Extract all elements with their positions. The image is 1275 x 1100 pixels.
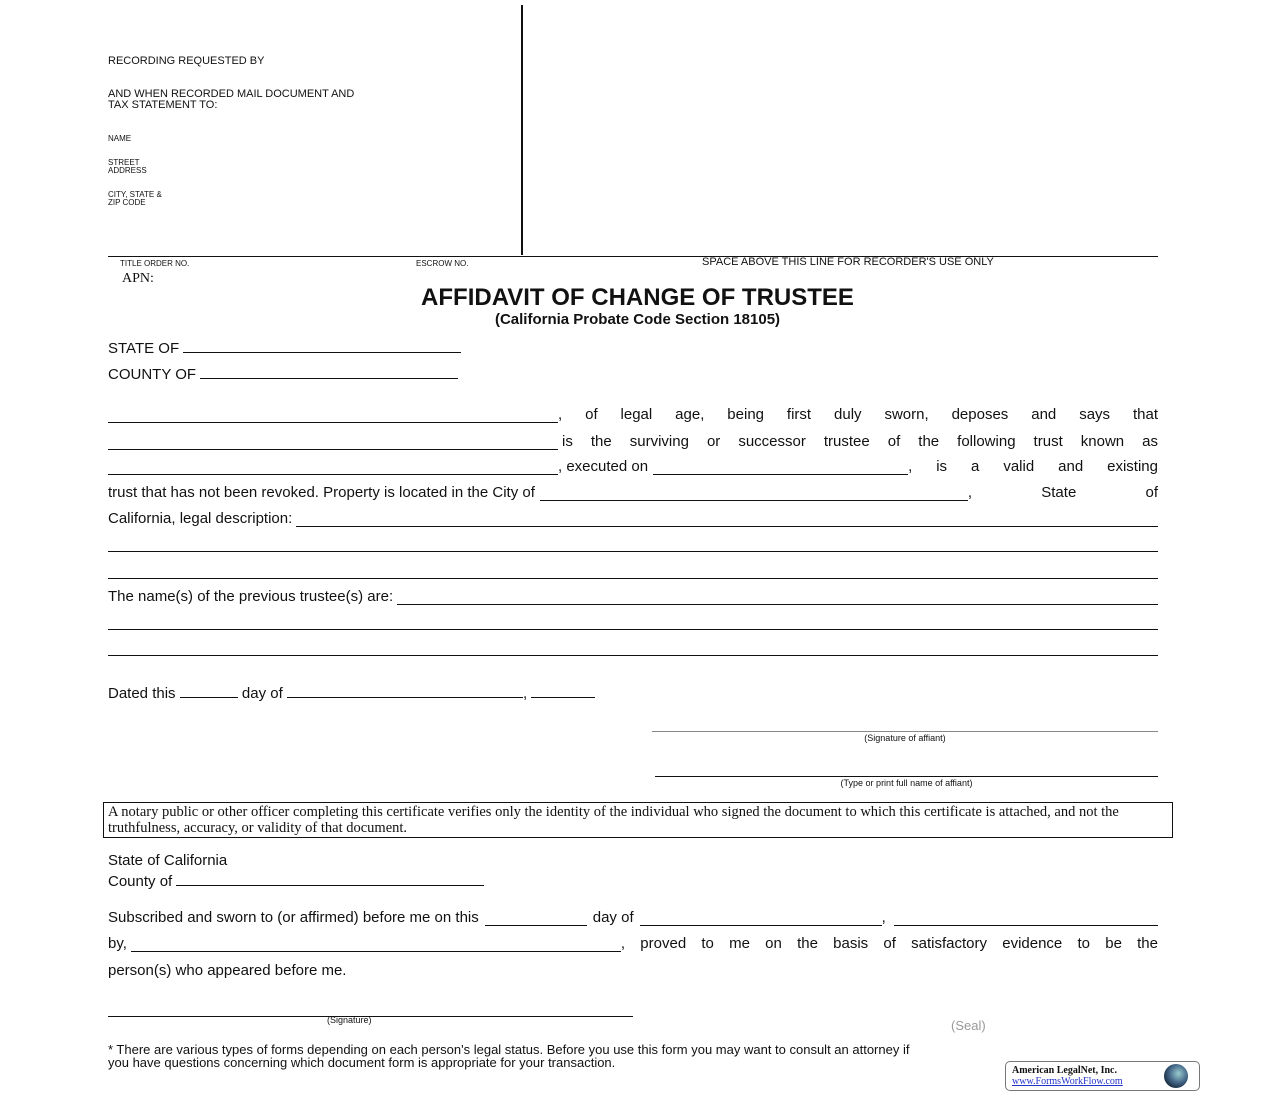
county-of-row <box>108 364 458 383</box>
by-label: by, <box>108 935 127 952</box>
comma: , <box>881 909 886 926</box>
city-field[interactable] <box>540 486 968 501</box>
subscribed-label: Subscribed and sworn to (or affirmed) before me on this <box>108 909 479 926</box>
body-line-4 <box>108 484 1158 501</box>
previous-trustees-line-3[interactable] <box>108 655 1158 656</box>
body-text-1: , of legal age, being first duly sworn, deposes and says that <box>558 406 1158 423</box>
subscribed-day-of-label: day of <box>592 909 634 926</box>
day-of-label: day of <box>241 685 283 702</box>
logo-url-link[interactable]: www.FormsWorkFlow.com <box>1012 1076 1123 1087</box>
affiant-signature-line[interactable] <box>652 731 1158 732</box>
city-label <box>108 191 162 207</box>
escrow-label: ESCROW NO. <box>416 259 469 268</box>
globe-icon <box>1164 1064 1188 1088</box>
mail-to-line2: TAX STATEMENT TO: <box>108 99 218 111</box>
dated-day-field[interactable] <box>180 683 238 698</box>
body-text-2: is the surviving or successor trustee of the following trust known as <box>562 433 1158 450</box>
footer-line-2: you have questions concerning which document form is appropriate for your transaction. <box>108 1055 616 1070</box>
subscribed-row <box>108 909 1158 926</box>
title-order-label: TITLE ORDER NO. <box>120 259 190 268</box>
by-row <box>108 935 1158 952</box>
proved-text: , proved to me on the basis of satisfactory evidence to be the <box>620 935 1158 952</box>
affiant-name-line[interactable] <box>655 776 1158 777</box>
state-field[interactable] <box>183 338 461 353</box>
footer-line-1: * There are various types of forms depending on each person's legal status. Before you use this form you may want to consult an attorney if <box>108 1042 910 1057</box>
dated-month-field[interactable] <box>287 683 523 698</box>
body-line-1 <box>108 406 1158 423</box>
body-line-5 <box>108 510 1158 527</box>
legal-description-field[interactable] <box>296 512 1158 527</box>
subscribed-day-field[interactable] <box>485 911 587 926</box>
name-label: NAME <box>108 134 132 143</box>
county-field[interactable] <box>200 364 458 379</box>
state-of-text: , State of <box>967 484 1158 501</box>
by-name-field[interactable] <box>131 937 621 952</box>
notary-county-row <box>108 871 484 890</box>
page-title: AFFIDAVIT OF CHANGE OF TRUSTEE <box>421 284 854 311</box>
property-city-label: trust that has not been revoked. Property is located in the City of <box>108 484 535 501</box>
city-line1: CITY, STATE & <box>108 190 162 199</box>
dated-year-field[interactable] <box>531 683 595 698</box>
previous-trustees-line-2[interactable] <box>108 629 1158 630</box>
city-line2: ZIP CODE <box>108 198 146 207</box>
vertical-divider <box>521 5 523 255</box>
page-subtitle: (California Probate Code Section 18105) <box>494 311 781 328</box>
street-label <box>108 159 147 175</box>
street-line2: ADDRESS <box>108 166 147 175</box>
trustee-name-field[interactable] <box>108 435 558 450</box>
street-line1: STREET <box>108 158 140 167</box>
previous-trustees-label: The name(s) of the previous trustee(s) are: <box>108 588 394 605</box>
state-of-label: STATE OF <box>108 340 180 357</box>
affiant-signature-label: (Signature of affiant) <box>864 733 946 743</box>
legal-description-label: California, legal description: <box>108 510 293 527</box>
comma: , <box>522 685 528 702</box>
previous-trustees-field[interactable] <box>397 590 1158 605</box>
recorder-line <box>108 256 1158 257</box>
state-of-row <box>108 338 461 357</box>
mail-to-line1: AND WHEN RECORDED MAIL DOCUMENT AND <box>108 88 355 100</box>
apn-label: APN: <box>122 271 154 286</box>
mail-to-label <box>108 89 354 111</box>
trust-name-field[interactable] <box>108 460 558 475</box>
body-text-3: , is a valid and existing <box>908 458 1158 475</box>
notary-signature-label: (Signature) <box>327 1015 372 1025</box>
affiant-name-field[interactable] <box>108 408 558 423</box>
dated-label: Dated this <box>108 685 176 702</box>
notary-county-label: County of <box>108 873 173 890</box>
footer-disclaimer <box>108 1043 909 1069</box>
executed-on-label: , executed on <box>558 458 649 475</box>
previous-trustees-row <box>108 588 1158 605</box>
seal-label: (Seal) <box>951 1018 986 1033</box>
county-of-label: COUNTY OF <box>108 366 197 383</box>
affiant-name-label: (Type or print full name of affiant) <box>840 778 973 788</box>
subscribed-month-field[interactable] <box>640 911 882 926</box>
legal-description-line-2[interactable] <box>108 551 1158 552</box>
body-line-3 <box>108 458 1158 475</box>
legal-description-line-3[interactable] <box>108 578 1158 579</box>
notary-notice-box: A notary public or other officer completing this certificate verifies only the identity of the individual who signed the document to which this certificate is attached, and not the truthfulness, accuracy, or validity of that document. <box>103 802 1173 838</box>
executed-date-field[interactable] <box>653 460 908 475</box>
appeared-text: person(s) who appeared before me. <box>108 962 347 979</box>
logo-company-name: American LegalNet, Inc. <box>1012 1065 1117 1076</box>
subscribed-year-field[interactable] <box>894 911 1158 926</box>
notary-state: State of California <box>108 852 228 869</box>
recorder-note: SPACE ABOVE THIS LINE FOR RECORDER'S USE ONLY <box>702 256 994 268</box>
american-legalnet-logo[interactable] <box>1005 1061 1200 1091</box>
dated-row <box>108 683 595 702</box>
notary-county-field[interactable] <box>176 871 484 886</box>
body-line-2 <box>108 433 1158 450</box>
recording-requested-by: RECORDING REQUESTED BY <box>108 55 265 67</box>
